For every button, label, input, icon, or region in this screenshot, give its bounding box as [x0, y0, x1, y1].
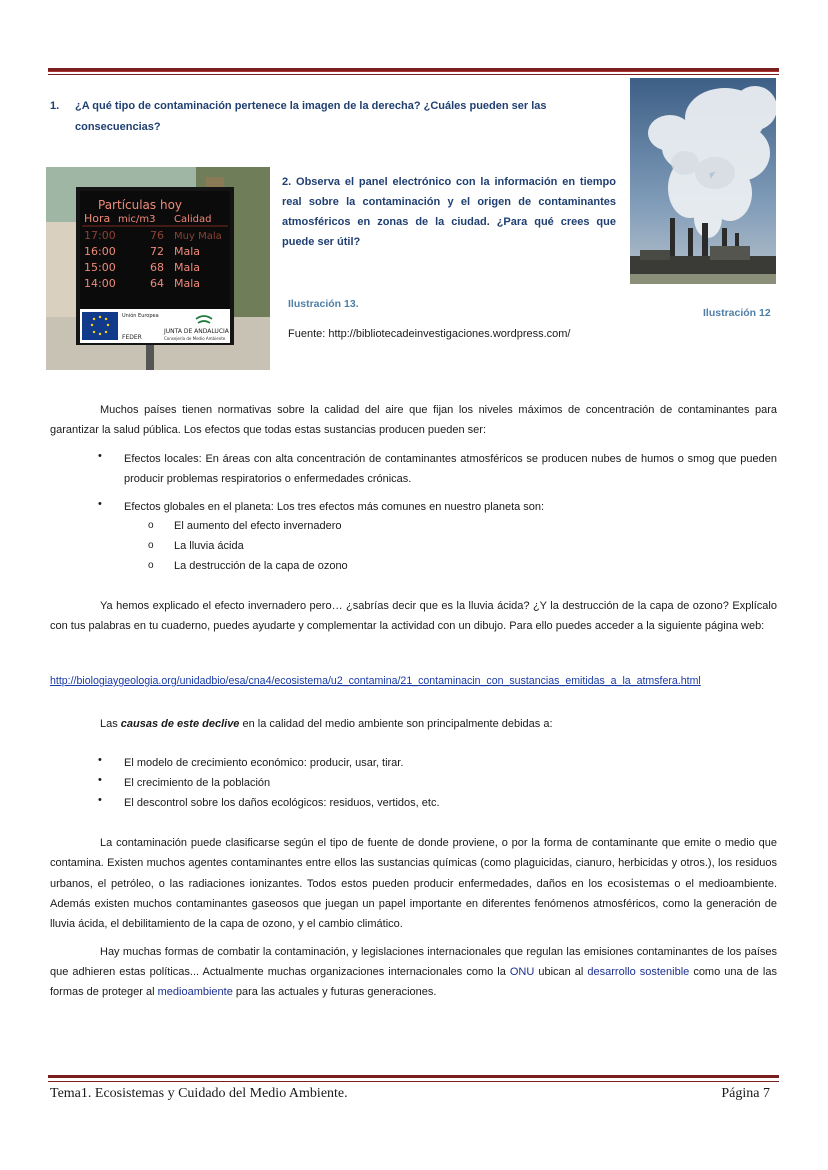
onu-link[interactable]: ONU — [509, 966, 535, 978]
panel-row-hour: 17:00 — [84, 229, 116, 242]
bullet-economic-model: El modelo de crecimiento económico: producir, usar, tirar. — [124, 757, 404, 769]
panel-header-hora: Hora — [84, 212, 111, 225]
classification-text-c: o el medioambiente. Además existen muchos contaminantes gaseosos que juegan un papel importante en diferentes fenómenos atmosféricos, como la generación de lluvia ácida, el debilitamiento de la capa de ozono, y el cambio climático. — [50, 878, 777, 930]
combat-text-c: como una de las formas de proteger al — [50, 966, 777, 998]
causes-post: en la calidad del medio ambiente son principalmente debidas a: — [239, 718, 553, 730]
question-1-text: ¿A qué tipo de contaminación pertenece la imagen de la derecha? ¿Cuáles pueden ser las consecuencias? — [75, 100, 547, 133]
circle-bullet-icon: o — [148, 560, 154, 571]
junta-label: JUNTA DE ANDALUCIA — [164, 328, 229, 335]
footer-rule-thin — [48, 1081, 779, 1082]
panel-header-calidad: Calidad — [174, 214, 212, 225]
panel-row-hour: 14:00 — [84, 277, 116, 290]
panel-row-quality: Mala — [174, 277, 201, 290]
bullet-icon: • — [98, 774, 102, 786]
bullet-local-effects: Efectos locales: En áreas con alta concentración de contaminantes atmosféricos se producen nubes de humos o smog que pueden producir problemas respiratorios o enfermedades crónicas. — [124, 453, 777, 485]
panel-row-hour: 15:00 — [84, 261, 116, 274]
combat-text-a: Hay muchas formas de combatir la contaminación, y legislaciones internacionales que regulan las emisiones contaminantes de los países que adhieren estas políticas... Actualmente muchas organizaciones internacionales como la — [50, 946, 777, 978]
subbullet-acid-rain: La lluvia ácida — [174, 540, 244, 552]
paragraph-causes — [50, 714, 777, 734]
caption-illustration-13: Ilustración 13. — [288, 298, 359, 310]
circle-bullet-icon: o — [148, 540, 154, 551]
paragraph-acid-rain-question: Ya hemos explicado el efecto invernadero pero… ¿sabrías decir que es la lluvia ácida? ¿Y la destrucción de la capa de ozono? Explícalo con tus palabras en tu cuaderno, puedes ayudarte y complementar la actividad con un dibujo. Para ello puedes acceder a la siguiente página web: — [50, 600, 777, 632]
ecosistemas-word: ecosistemas — [607, 875, 670, 890]
subbullet-ozone: La destrucción de la capa de ozono — [174, 560, 348, 572]
panel-row-quality: Mala — [174, 245, 201, 258]
header-rule-thin — [48, 74, 779, 75]
bullet-icon: • — [98, 754, 102, 766]
panel-row-quality: Mala — [174, 261, 201, 274]
panel-row-quality: Muy Mala — [174, 231, 222, 242]
bullet-population: El crecimiento de la población — [124, 777, 271, 789]
paragraph-combat — [50, 942, 777, 1002]
sustainable-development-link[interactable]: desarrollo sostenible — [587, 966, 690, 978]
causes-emphasis: causas de este declive — [120, 718, 240, 730]
panel-row-value: 68 — [150, 261, 164, 274]
caption-illustration-12: Ilustración 12 — [703, 307, 771, 319]
pollution-panel-image — [46, 167, 270, 370]
source-caption: Fuente: http://bibliotecadeinvestigaciones.wordpress.com/ — [288, 328, 571, 340]
environment-link[interactable]: medioambiente — [157, 986, 233, 998]
subbullet-greenhouse: El aumento del efecto invernadero — [174, 520, 342, 532]
feder-label: FEDER — [122, 334, 142, 341]
paragraph-regulations: Muchos países tienen normativas sobre la calidad del aire que fijan los niveles máximos de concentración de contaminantes para garantizar la salud pública. Los efectos que todas estas sustancias producen pueden ser: — [50, 404, 777, 436]
footer-rule — [48, 1075, 779, 1078]
question-2: 2. Observa el panel electrónico con la información en tiempo real sobre la contaminación y el origen de contaminantes atmosféricos en zonas de la ciudad. ¿Para qué crees que puede ser útil? — [282, 176, 616, 248]
question-1-number: 1. — [50, 100, 60, 112]
panel-row-value: 72 — [150, 245, 164, 258]
panel-title: Partículas hoy — [98, 198, 183, 212]
bullet-icon: • — [98, 450, 102, 462]
panel-header-mic: mic/m3 — [118, 214, 156, 225]
bullet-global-effects: Efectos globales en el planeta: Los tres efectos más comunes en nuestro planeta son: — [124, 501, 545, 513]
combat-text-d: para las actuales y futuras generaciones. — [232, 986, 437, 998]
header-rule — [48, 68, 779, 72]
bullet-icon: • — [98, 498, 102, 510]
biology-link[interactable]: http://biologiaygeologia.org/unidadbio/esa/cna4/ecosistema/u2_contamina/21_contaminacin_con_sustancias_emitidas_a_la_atmsfera.html — [50, 675, 701, 687]
consejeria-label: Consejería de Medio Ambiente — [164, 336, 226, 341]
classification-text-a: La contaminación puede clasificarse según el tipo de fuente de donde proviene, o por la forma de contaminante que emite o medio que contamina. Existen muchos agentes contaminantes entre ellos las sustancias químicas (como plaguicidas, cianuro, herbicidas y otros.), los residuos urbanos, el petróleo, o las radiaciones ionizantes. Todos estos pueden producir enfermedades, daños en los — [50, 837, 777, 890]
footer-title: Tema1. Ecosistemas y Cuidado del Medio Ambiente. — [50, 1086, 348, 1101]
causes-pre: Las — [100, 718, 121, 730]
page-number: Página 7 — [721, 1086, 770, 1101]
bullet-icon: • — [98, 794, 102, 806]
eu-label: Unión Europea — [122, 313, 159, 319]
panel-row-value: 76 — [150, 229, 164, 242]
combat-text-b: ubican al — [534, 966, 588, 978]
question-1 — [50, 96, 570, 138]
bullet-ecological-damage: El descontrol sobre los daños ecológicos: residuos, vertidos, etc. — [124, 797, 440, 809]
factory-pollution-image — [630, 78, 776, 284]
circle-bullet-icon: o — [148, 520, 154, 531]
paragraph-classification — [50, 833, 777, 934]
panel-row-value: 64 — [150, 277, 164, 290]
panel-row-hour: 16:00 — [84, 245, 116, 258]
